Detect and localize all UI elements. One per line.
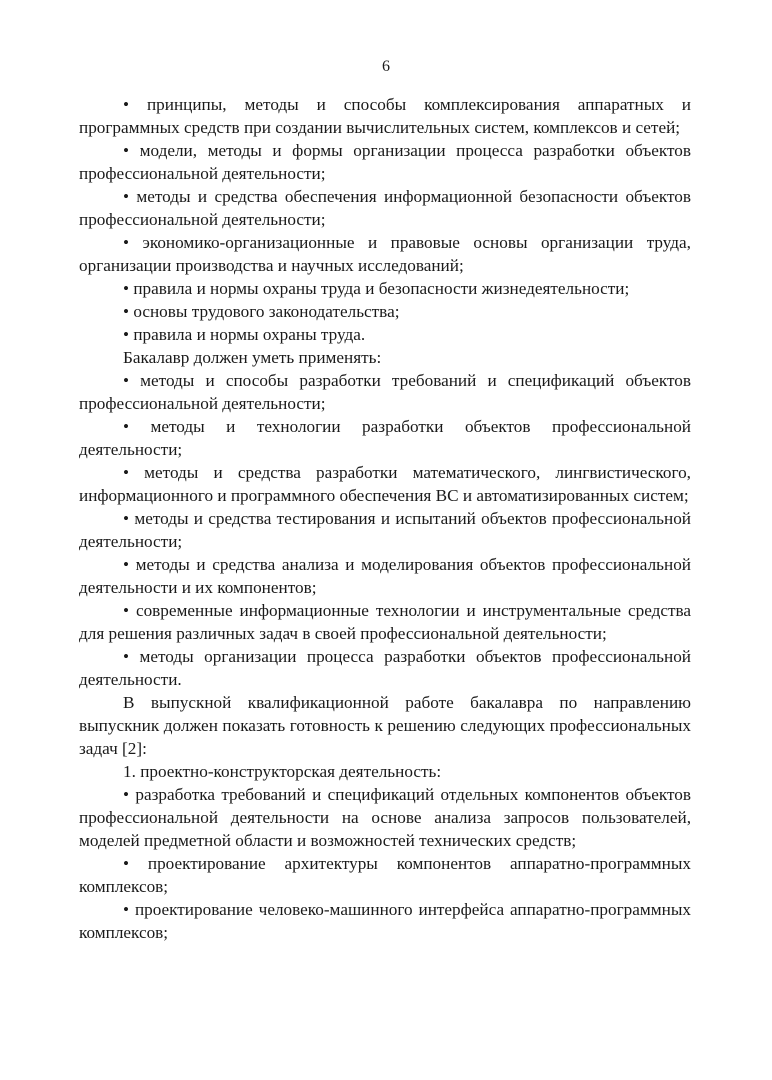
bullet-item: • проектирование человеко-машинного интерфейса аппаратно-программных комплексов;: [79, 898, 691, 944]
bullet-item: • методы и средства разработки математического, лингвистического, информационного и программного обеспечения ВС и автоматизированных систем;: [79, 461, 691, 507]
bullet-item: • разработка требований и спецификаций отдельных компонентов объектов профессиональной деятельности на основе анализа запросов пользователей, моделей предметной области и возможностей технических средств;: [79, 783, 691, 852]
bullet-item: • основы трудового законодательства;: [79, 300, 691, 323]
bullet-item: • методы и средства тестирования и испытаний объектов профессиональной деятельности;: [79, 507, 691, 553]
bullet-item: • методы и способы разработки требований и спецификаций объектов профессиональной деятельности;: [79, 369, 691, 415]
bullet-item: • правила и нормы охраны труда и безопасности жизнедеятельности;: [79, 277, 691, 300]
bullet-item: • проектирование архитектуры компонентов аппаратно-программных комплексов;: [79, 852, 691, 898]
bullet-item: • методы и средства обеспечения информационной безопасности объектов профессиональной деятельности;: [79, 185, 691, 231]
page-number: 6: [382, 58, 390, 75]
bullet-item: • современные информационные технологии и инструментальные средства для решения различных задач в своей профессиональной деятельности;: [79, 599, 691, 645]
bullet-item: • принципы, методы и способы комплексирования аппаратных и программных средств при создании вычислительных систем, комплексов и сетей;: [79, 93, 691, 139]
bullet-item: • модели, методы и формы организации процесса разработки объектов профессиональной деятельности;: [79, 139, 691, 185]
section-intro: Бакалавр должен уметь применять:: [123, 348, 382, 367]
paragraph: В выпускной квалификационной работе бакалавра по направлению выпускник должен показать готовность к решению следующих профессиональных задач [2]:: [79, 693, 691, 758]
numbered-heading: 1. проектно-конструкторская деятельность:: [123, 762, 442, 781]
bullet-item: • правила и нормы охраны труда.: [79, 323, 691, 346]
bullet-item: • экономико-организационные и правовые основы организации труда, организации производства и научных исследований;: [79, 231, 691, 277]
bullet-item: • методы организации процесса разработки объектов профессиональной деятельности.: [79, 645, 691, 691]
body-text: [79, 93, 691, 944]
bullet-item: • методы и средства анализа и моделирования объектов профессиональной деятельности и их компонентов;: [79, 553, 691, 599]
bullet-item: • методы и технологии разработки объектов профессиональной деятельности;: [79, 415, 691, 461]
